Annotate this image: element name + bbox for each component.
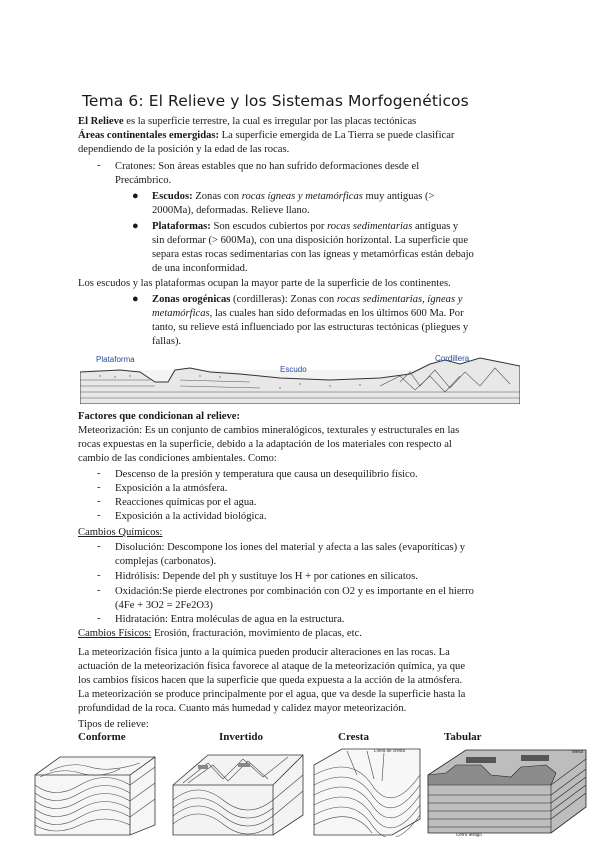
plataformas-line-2: sin deformar (> 600Ma), con una disposición horizontal. La superficie que bbox=[152, 235, 469, 246]
bullet-dot: ● bbox=[132, 190, 139, 202]
tabular-small-label-2: Cerro testigo bbox=[456, 832, 482, 837]
orogenicas-line-4: fallas). bbox=[152, 336, 182, 347]
dash-bullet: - bbox=[97, 613, 101, 624]
escudos-item: Escudos: Zonas con rocas ígneas y metamórficas muy antiguas (> bbox=[152, 191, 435, 202]
label-conforme: Conforme bbox=[78, 731, 126, 743]
dash-bullet: - bbox=[97, 541, 101, 552]
paragraph-line: La meteorización se produce principalmente por el agua, que va desde la superficie hasta la bbox=[78, 689, 466, 700]
relieve-definition: El Relieve es la superficie terrestre, la cual es irregular por las placas tectónicas bbox=[78, 116, 417, 127]
escudos-item-cont: 2000Ma), deformadas. Relieve llano. bbox=[152, 205, 310, 216]
plataformas-line-4: de una inconformidad. bbox=[152, 263, 248, 274]
disolucion-line-2: complejas (carbonatos). bbox=[115, 556, 217, 567]
paragraph-line: La meteorización física junto a la química pueden producir alteraciones en las rocas. La bbox=[78, 647, 450, 658]
dash-bullet: - bbox=[97, 468, 101, 479]
quimicos-heading: Cambios Químicos: bbox=[78, 527, 163, 538]
factores-line-1: Meteorización: Es un conjunto de cambios mineralógicos, texturales y estructurales en las bbox=[78, 425, 460, 436]
factores-heading: Factores que condicionan al relieve: bbox=[78, 411, 241, 422]
cratones-line: Cratones: Son áreas estables que no han sufrido deformaciones desde el bbox=[115, 161, 420, 172]
conforme-illustration bbox=[30, 745, 160, 837]
factor-item: Reacciones químicas por el agua. bbox=[115, 497, 257, 508]
tabular-small-label-1: Mesa bbox=[572, 749, 584, 754]
cresta-illustration bbox=[312, 745, 422, 837]
areas-definition-cont: dependiendo de la posición y la edad de las rocas. bbox=[78, 144, 290, 155]
orogenicas-line-2: metamórficas, las cuales han sido deformadas en los últimos 600 Ma. Por bbox=[152, 308, 464, 319]
oxidacion-line: Oxidación:Se pierde electrones por combinación con O2 y es importante en el hierro bbox=[115, 586, 474, 597]
hidratacion-line: Hidratación: Entra moléculas de agua en la estructura. bbox=[115, 614, 345, 625]
factor-item: Exposición a la atmósfera. bbox=[115, 483, 228, 494]
label-cresta: Cresta bbox=[338, 731, 369, 743]
paragraph-line: profundidad de la roca. Cuanto más humedad y calidez mayor meteorización. bbox=[78, 703, 407, 714]
dash-bullet: - bbox=[97, 585, 101, 596]
areas-definition: Áreas continentales emergidas: La superficie emergida de La Tierra se puede clasificar bbox=[78, 130, 455, 141]
label-cordillera: Cordillera bbox=[435, 354, 470, 363]
factor-item: Descenso de la presión y temperatura que causa un desequilibrio físico. bbox=[115, 469, 418, 480]
dash-bullet: - bbox=[97, 160, 101, 171]
orogenicas-line-3: tanto, su relieve está influenciado por las estructuras tectónicas (pliegues y bbox=[152, 322, 469, 333]
cratones-line-2: Precámbrico. bbox=[115, 175, 172, 186]
page-title: Tema 6: El Relieve y los Sistemas Morfogenéticos bbox=[82, 92, 469, 110]
bullet-dot: ● bbox=[132, 293, 139, 305]
label-tabular: Tabular bbox=[444, 731, 482, 743]
factores-line-3: cambio de las condiciones ambientales. Como: bbox=[78, 453, 277, 464]
label-escudo: Escudo bbox=[280, 365, 307, 374]
label-invertido: Invertido bbox=[219, 731, 263, 743]
disolucion-line: Disolución: Descompone los iones del material y afecta a las sales (evaporíticas) y bbox=[115, 542, 466, 553]
dash-bullet: - bbox=[97, 510, 101, 521]
plataformas-item: Plataformas: Son escudos cubiertos por rocas sedimentarias antiguas y bbox=[152, 221, 459, 232]
bullet-dot: ● bbox=[132, 220, 139, 232]
paragraph-line: los cambios físicos hacen que la superficie que queda expuesta a la acción de la atmósfera. bbox=[78, 675, 463, 686]
orogenicas-item: Zonas orogénicas (cordilleras): Zonas con rocas sedimentarias, ígneas y bbox=[152, 294, 463, 305]
cresta-small-label: Línea de cresta bbox=[374, 748, 406, 753]
label-plataforma: Plataforma bbox=[96, 355, 135, 364]
tabular-illustration bbox=[426, 745, 590, 837]
plataformas-line-3: separa estas rocas sedimentarias con las ígneas y metamórficas están debajo bbox=[152, 249, 474, 260]
dash-bullet: - bbox=[97, 496, 101, 507]
oxidacion-formula: (4Fe + 3O2 = 2Fe2O3) bbox=[115, 600, 213, 611]
tipos-heading: Tipos de relieve: bbox=[78, 719, 149, 730]
geological-profile-figure bbox=[80, 352, 520, 404]
factor-item: Exposición a la actividad biológica. bbox=[115, 511, 267, 522]
escudos-plataformas-line: Los escudos y las plataformas ocupan la mayor parte de la superficie de los continentes. bbox=[78, 278, 451, 289]
dash-bullet: - bbox=[97, 570, 101, 581]
dash-bullet: - bbox=[97, 482, 101, 493]
fisicos-line: Cambios Físicos: Erosión, fracturación, movimiento de placas, etc. bbox=[78, 628, 362, 639]
hidrolisis-line: Hidrólisis: Depende del ph y sustituye los H + por cationes en silicatos. bbox=[115, 571, 418, 582]
invertido-illustration bbox=[168, 745, 308, 837]
factores-line-2: rocas expuestas en la superficie, debido a la adaptación de los materiales con respecto al bbox=[78, 439, 452, 450]
paragraph-line: actuación de la meteorización física favorece al ataque de la meteorización química, ya que bbox=[78, 661, 466, 672]
